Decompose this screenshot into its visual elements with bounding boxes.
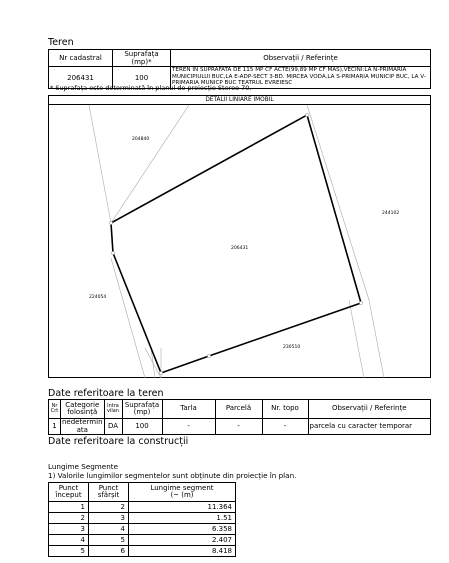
header-intravilan: Intra vilan (104, 400, 122, 419)
header-lungime-segment (129, 483, 236, 502)
segmente-subtitle: 1) Valorile lungimilor segmentelor sunt obținute din proiecție în plan. (48, 471, 297, 480)
header-nr-cadastral: Nr cadastral (49, 50, 113, 67)
cell-categorie: nedetermin ata (62, 418, 103, 434)
vertex-markers (109, 113, 362, 374)
header-punct-inceput: Punct început (49, 483, 89, 502)
cell-observatii: TEREN IN SUPRAFATA DE 115 MP CF ACTE(99,89 MP CF MAS),VECINI:LA N-PRIMARIA MUNICIPIULUI BUC,LA E-ADP-SECT 3-BD. MIRCEA VODA,LA S-PRIMARIA MUNICIP BUC, LA V-PRIMARIA MUNICP BUC TEATRUL EVREIESC (171, 67, 431, 89)
seg-start: 4 (49, 535, 89, 546)
seg-end: 4 (89, 524, 129, 535)
cell-nr-topo: - (262, 419, 308, 435)
neighbor-lines (89, 105, 384, 378)
table-row (49, 546, 236, 557)
projection-note: * Suprafața este determinată în planul de proiecție Stereo 70. (50, 84, 252, 92)
header-nr-crt: Nr Crt (49, 400, 61, 419)
table-row (49, 535, 236, 546)
seg-end: 2 (89, 502, 129, 513)
seg-length: 8.418 (129, 546, 236, 557)
cell-observatii-row: parcela cu caracter temporar (308, 419, 431, 435)
header-categorie: Categorie folosință (61, 400, 105, 419)
label-parcel-w: 224054 (89, 295, 107, 300)
header-parcela: Parcelă (215, 400, 262, 419)
label-parcel-e: 244102 (382, 211, 400, 216)
header-tarla: Tarla (162, 400, 215, 419)
seg-start: 2 (49, 513, 89, 524)
cell-suprafata-row: 100 (122, 419, 162, 435)
label-parcel-nw: 204840 (132, 137, 150, 142)
header-suprafata-mp: Suprafața (mp) (122, 400, 162, 419)
seg-length: 1.51 (129, 513, 236, 524)
seg-start: 5 (49, 546, 89, 557)
seg-end: 5 (89, 535, 129, 546)
seg-end: 6 (89, 546, 129, 557)
cell-suprafata: 100 (113, 67, 171, 89)
date-teren-table (48, 399, 431, 435)
header-suprafata: Suprafața (mp)* (113, 50, 171, 67)
table-row (49, 502, 236, 513)
map-title: DETALII LINIARE IMOBIL (49, 96, 430, 105)
parcel-polygon (111, 115, 361, 373)
map-drawing (49, 105, 430, 378)
seg-length: 6.358 (129, 524, 236, 535)
teren-heading: Teren (48, 37, 74, 48)
seg-length: 2.407 (129, 535, 236, 546)
header-punct-sfarsit: Punct sfârșit (89, 483, 129, 502)
constructii-heading: Date referitoare la construcții (48, 436, 189, 447)
label-parcel-main: 206431 (231, 246, 249, 251)
parcel-map (48, 95, 431, 378)
table-row (49, 513, 236, 524)
cell-intravilan: DA (104, 419, 122, 435)
seg-start: 1 (49, 502, 89, 513)
segmente-table (48, 482, 236, 557)
cell-nr-cadastral: 206431 (49, 67, 113, 89)
header-observatii-referinte: Observații / Referințe (308, 400, 431, 419)
date-teren-heading: Date referitoare la teren (48, 388, 164, 399)
segmente-title: Lungime Segmente (48, 462, 119, 471)
header-lungime-unit: (~ (m) (170, 491, 194, 499)
cell-tarla: - (162, 419, 215, 435)
cell-nr: 1 (49, 419, 61, 435)
cell-parcela: - (215, 419, 262, 435)
seg-end: 3 (89, 513, 129, 524)
header-observatii: Observații / Referințe (171, 50, 431, 67)
header-lungime-label: Lungime segment (150, 483, 214, 492)
header-nr-topo: Nr. topo (262, 400, 308, 419)
label-parcel-s: 230510 (283, 345, 301, 350)
seg-length: 11.364 (129, 502, 236, 513)
table-row (49, 524, 236, 535)
seg-start: 3 (49, 524, 89, 535)
teren-table (48, 49, 431, 89)
